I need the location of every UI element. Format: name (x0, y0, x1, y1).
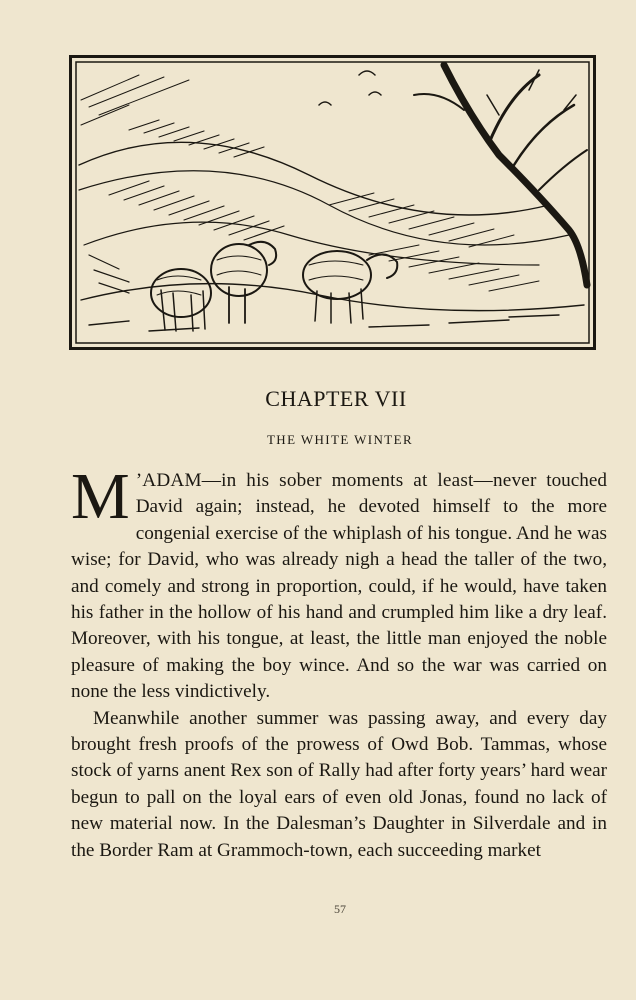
paragraph-1 (71, 460, 607, 706)
chapter-subtitle: THE WHITE WINTER (266, 432, 414, 447)
winter-sheep-woodcut-icon (69, 55, 596, 350)
paragraph-2: Meanwhile another summer was passing away, and every day brought fresh proofs of the prowess of Owd Bob. Tammas, whose stock of yarns anent Rex son of Rally had after forty years’ hard wear begun to pall on the loyal ears of even old Jonas, found no lack of new material now. In the Dalesman’s Daughter in Silverdale and in the Border Ram at Grammoch-town, each succeeding market (71, 707, 607, 861)
chapter-body (71, 460, 607, 864)
chapter-heading: CHAPTER VII (265, 386, 407, 411)
paragraph-1-text: touched David again; instead, he devoted himself to the more congenial exercise of the whiplash of his tongue. And he was wise; for David, who was already nigh a head the taller of the two, and comely and strong in proportion, could, if he would, have taken his father in the hollow of his hand and crumpled him like a dry leaf. Moreover, with his tongue, at least, the little man enjoyed the noble pleasure of making the boy wince. And so the war was carried on none the less vindictively. (71, 470, 607, 703)
page-number: 57 (334, 902, 346, 916)
paragraph-1-lead: ’ADAM—in his sober moments at least—never (135, 470, 537, 491)
chapter-illustration (69, 55, 596, 350)
drop-cap: M (71, 460, 130, 533)
